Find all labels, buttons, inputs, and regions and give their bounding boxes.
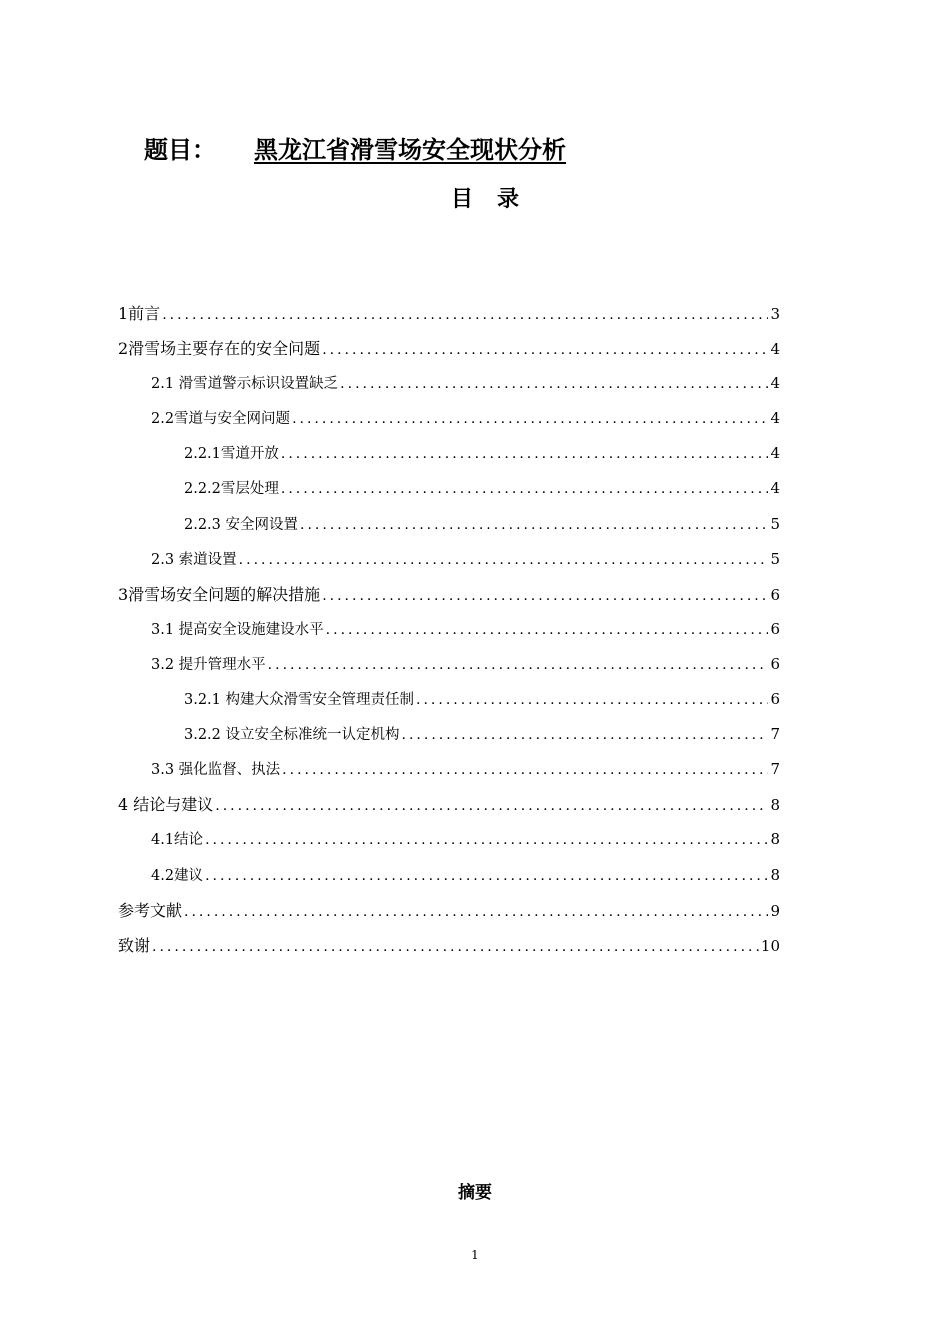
- toc-entry-page-number: 4: [770, 340, 780, 359]
- toc-dot-leader: [300, 508, 768, 542]
- toc-entry-label: 4 结论与建议: [118, 795, 214, 815]
- toc-heading: 目录: [450, 187, 543, 212]
- title-text: 黑龙江省滑雪场安全现状分析: [254, 136, 566, 164]
- toc-entry-label: 2滑雪场主要存在的安全问题: [118, 339, 321, 359]
- toc-dot-leader: [282, 753, 768, 787]
- toc-entry-label: 致谢: [118, 935, 151, 955]
- toc-entry-page-number: 4: [770, 479, 780, 498]
- toc-entry[interactable]: [118, 858, 780, 893]
- toc-dot-leader: [416, 683, 768, 717]
- toc-dot-leader: [326, 613, 769, 647]
- toc-entry-label: 2.2.2雪层处理: [184, 481, 279, 498]
- toc-entry[interactable]: [118, 682, 780, 717]
- toc-entry[interactable]: [118, 717, 780, 752]
- toc-entry-page-number: 4: [770, 409, 780, 428]
- toc-dot-leader: [152, 930, 759, 963]
- toc-entry[interactable]: [118, 752, 780, 787]
- toc-entry-page-number: 6: [770, 619, 780, 638]
- toc-entry-page-number: 8: [770, 865, 780, 884]
- toc-dot-leader: [281, 437, 769, 471]
- toc-entry-page-number: 5: [770, 549, 780, 568]
- toc-dot-leader: [205, 823, 768, 857]
- toc-entry-label: 2.1 滑雪道警示标识设置缺乏: [151, 376, 339, 393]
- toc-entry[interactable]: [118, 787, 780, 822]
- toc-entry[interactable]: [118, 542, 780, 577]
- page-number: 1: [471, 1248, 479, 1262]
- toc-entry-page-number: 7: [770, 725, 780, 744]
- toc-dot-leader: [184, 895, 768, 928]
- toc-entry-label: 2.3 索道设置: [151, 551, 237, 568]
- toc-entry[interactable]: [118, 928, 780, 963]
- toc-dot-leader: [239, 543, 769, 577]
- title-prefix: 题目：: [144, 136, 216, 164]
- toc-entry-page-number: 4: [770, 374, 780, 393]
- toc-entry-page-number: 6: [770, 654, 780, 673]
- toc-entry[interactable]: [118, 401, 780, 436]
- toc-entry[interactable]: [118, 507, 780, 542]
- toc-entry[interactable]: [118, 331, 780, 366]
- toc-entry-label: 4.2建议: [151, 867, 204, 884]
- toc-entry-label: 2.2雪道与安全网问题: [151, 411, 291, 428]
- toc-entry-page-number: 6: [770, 585, 780, 604]
- document-title: [144, 133, 566, 167]
- toc-entry-page-number: 5: [770, 514, 780, 533]
- toc-dot-leader: [322, 333, 768, 366]
- toc-dot-leader: [322, 579, 768, 612]
- toc-entry[interactable]: [118, 471, 780, 506]
- toc-entry-page-number: 4: [770, 444, 780, 463]
- toc-entry-page-number: 3: [770, 305, 780, 323]
- toc-entry-label: 3滑雪场安全问题的解决措施: [118, 584, 321, 604]
- toc-entry[interactable]: [118, 612, 780, 647]
- toc-entry-label: 4.1结论: [151, 832, 204, 849]
- toc-entry-label: 2.2.3 安全网设置: [184, 516, 299, 533]
- toc-entry-page-number: 7: [770, 760, 780, 779]
- table-of-contents: [118, 296, 780, 963]
- toc-entry-page-number: 10: [760, 936, 780, 955]
- toc-entry[interactable]: [118, 296, 780, 331]
- toc-dot-leader: [205, 859, 768, 893]
- toc-entry-label: 3.3 强化监督、执法: [151, 762, 281, 779]
- toc-entry-page-number: 9: [770, 901, 780, 920]
- toc-entry-label: 1前言: [118, 304, 161, 323]
- toc-entry[interactable]: [118, 647, 780, 682]
- toc-dot-leader: [292, 402, 768, 436]
- toc-dot-leader: [215, 789, 768, 822]
- toc-entry[interactable]: [118, 366, 780, 401]
- toc-dot-leader: [281, 472, 769, 506]
- toc-dot-leader: [340, 367, 768, 401]
- toc-entry-page-number: 8: [770, 830, 780, 849]
- toc-entry[interactable]: [118, 822, 780, 857]
- toc-dot-leader: [268, 648, 769, 682]
- toc-entry-label: 3.2.2 设立安全标准统一认定机构: [184, 727, 400, 744]
- toc-entry-label: 3.2.1 构建大众滑雪安全管理责任制: [184, 692, 415, 709]
- abstract-heading: 摘要: [458, 1183, 492, 1203]
- toc-entry-label: 2.2.1雪道开放: [184, 446, 279, 463]
- toc-entry[interactable]: [118, 577, 780, 612]
- toc-entry-page-number: 8: [770, 796, 780, 815]
- toc-entry-page-number: 6: [770, 690, 780, 709]
- toc-entry[interactable]: [118, 436, 780, 471]
- toc-entry-label: 参考文献: [118, 900, 183, 920]
- toc-entry-label: 3.2 提升管理水平: [151, 656, 266, 673]
- toc-entry[interactable]: [118, 893, 780, 928]
- toc-dot-leader: [402, 718, 769, 752]
- toc-entry-label: 3.1 提高安全设施建设水平: [151, 621, 324, 638]
- toc-dot-leader: [162, 298, 768, 331]
